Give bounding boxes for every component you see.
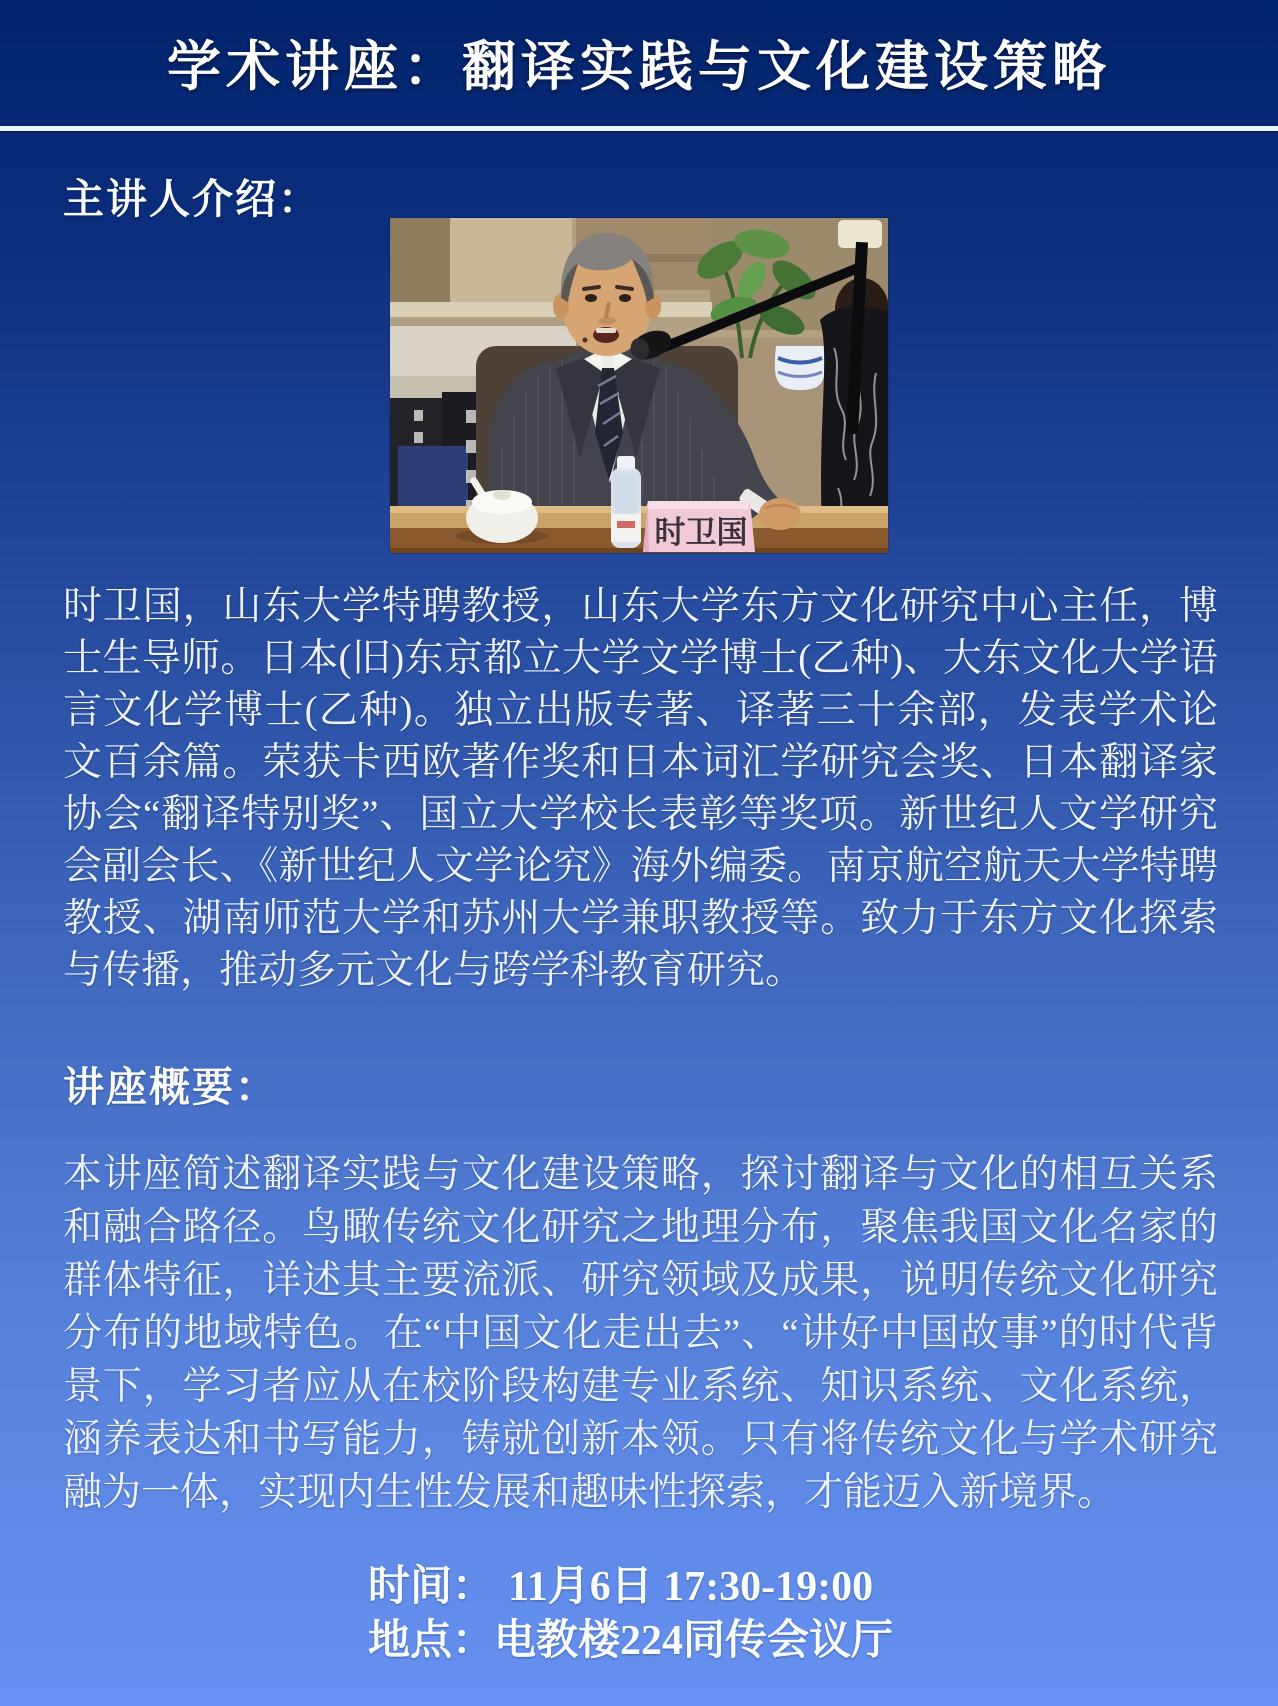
event-details bbox=[368, 1560, 893, 1668]
page-title: 学术讲座：翻译实践与文化建设策略 bbox=[167, 37, 1111, 97]
name-card-text: 时卫国 bbox=[654, 515, 748, 550]
header-divider-line bbox=[0, 126, 1278, 131]
speaker-photo bbox=[390, 218, 888, 553]
event-time-row bbox=[368, 1560, 893, 1614]
lecture-summary-heading: 讲座概要： bbox=[63, 1064, 278, 1110]
speaker-intro-heading: 主讲人介绍： bbox=[63, 176, 321, 222]
lecture-summary-paragraph: 本讲座简述翻译实践与文化建设策略，探讨翻译与文化的相互关系和融合路径。鸟瞰传统文化研究之地理分布，聚焦我国文化名家的群体特征，详述其主要流派、研究领域及成果，说明传统文化研究分布的地域特色。在“中国文化走出去”、“讲好中国故事”的时代背景下，学习者应从在校阶段构建专业系统、知识系统、文化系统，涵养表达和书写能力，铸就创新本领。只有将传统文化与学术研究融为一体，实现内生性发展和趣味性探索，才能迈入新境界。 bbox=[63, 1153, 1218, 1514]
speaker-bio-paragraph: 时卫国，山东大学特聘教授，山东大学东方文化研究中心主任，博士生导师。日本(旧)东京都立大学文学博士(乙种)、大东文化大学语言文化学博士(乙种)。独立出版专著、译著三十余部，发表学术论文百余篇。荣获卡西欧著作奖和日本词汇学研究会奖、日本翻译家协会“翻译特别奖”、国立大学校长表彰等奖项。新世纪人文学研究会副会长、《新世纪人文学论究》海外编委。南京航空航天大学特聘教授、湖南师范大学和苏州大学兼职教授等。致力于东方文化探索与传播，推动多元文化与跨学科教育研究。 bbox=[63, 585, 1218, 992]
location-label: 地点： bbox=[368, 1618, 495, 1664]
event-location-row bbox=[368, 1614, 893, 1668]
time-label: 时间： bbox=[368, 1564, 495, 1610]
location-value: 电教楼224同传会议厅 bbox=[494, 1618, 894, 1664]
photo-name-card bbox=[643, 501, 755, 552]
photo-water-bottle bbox=[611, 456, 641, 548]
photo-porcelain-jar bbox=[775, 346, 825, 390]
time-value: 11月6日 17:30-19:00 bbox=[508, 1564, 874, 1610]
